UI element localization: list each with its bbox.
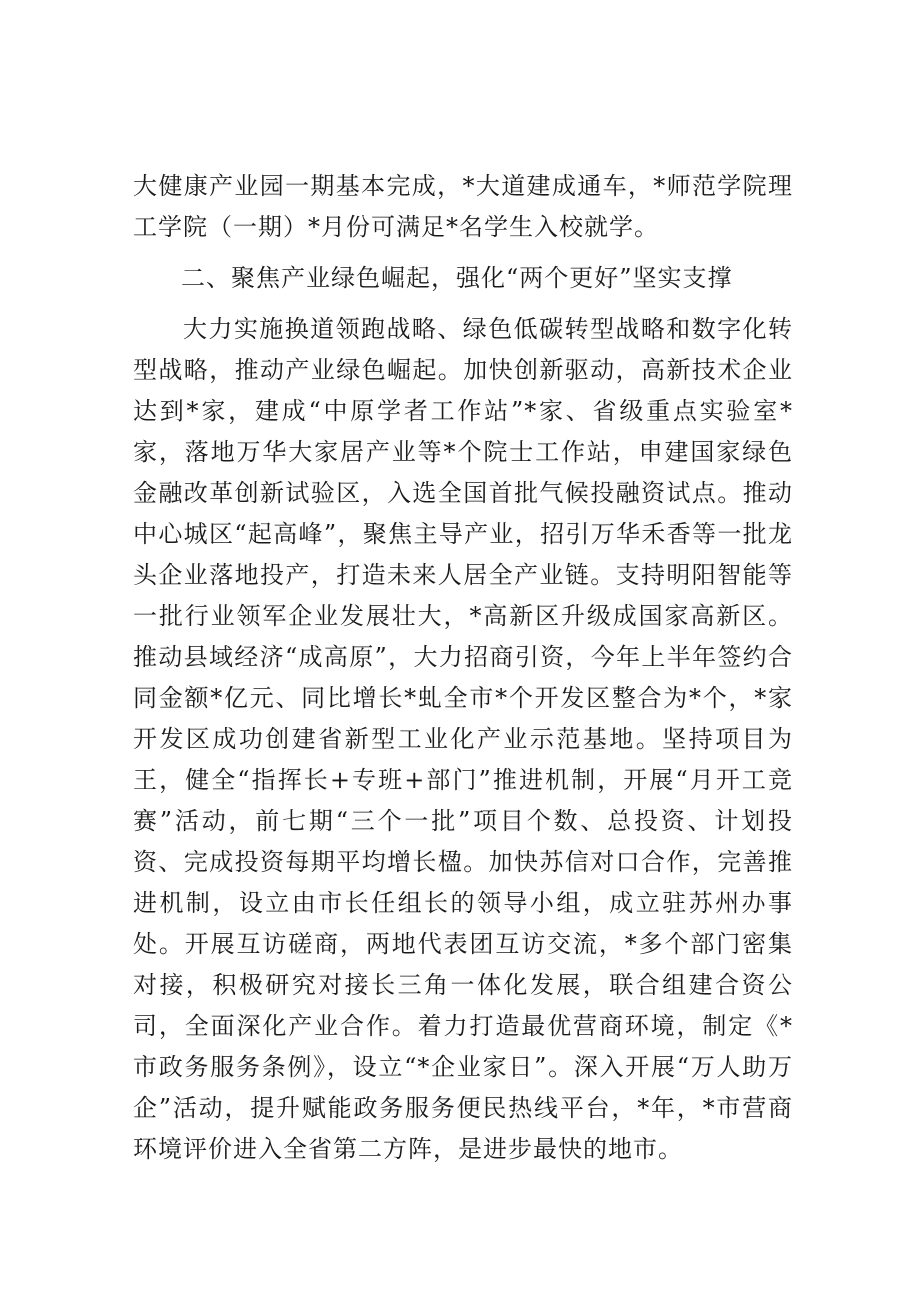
section-heading: 二、聚焦产业绿色崛起，强化“两个更好”坚实支撑 (181, 264, 733, 292)
paragraph-continuation: 大健康产业园一期基本完成，*大道建成通车，*师范学院理工学院（一期）*月份可满足*名学生入校就学。 (133, 172, 793, 241)
body-paragraph: 大力实施换道领跑战略、绿色低碳转型战略和数字化转型战略，推动产业绿色崛起。加快创新驱动，高新技术企业达到*家，建成“中原学者工作站”*家、省级重点实验室*家，落地万华大家居产业等*个院士工作站，申建国家绿色金融改革创新试验区，入选全国首批气候投融资试点。推动中心城区“起高峰”，聚焦主导产业，招引万华禾香等一批龙头企业落地投产，打造未来人居全产业链。支持明阳智能等一批行业领军企业发展壮大，*高新区升级成国家高新区。推动县域经济“成高原”，大力招商引资，今年上半年签约合同金额*亿元、同比增长*虬全市*个开发区整合为*个，*家开发区成功创建省新型工业化产业示范基地。坚持项目为王，健全“指挥长+专班+部门”推进机制，开展“月开工竞赛”活动，前七期“三个一批”项目个数、总投资、计划投资、完成投资每期平均增长楹。加快苏信对口合作，完善推进机制，设立由市长任组长的领导小组，成立驻苏州办事处。开展互访磋商，两地代表团互访交流，*多个部门密集对接，积极研究对接长三角一体化发展，联合组建合资公司，全面深化产业合作。着力打造最优营商环境，制定《*市政务服务条例》，设立“*企业家日”。深入开展“万人助万企”活动，提升赋能政务服务便民热线平台，*年，*市营商环境评价进入全省第二方阵，是进步最快的地市。 (133, 315, 793, 1163)
